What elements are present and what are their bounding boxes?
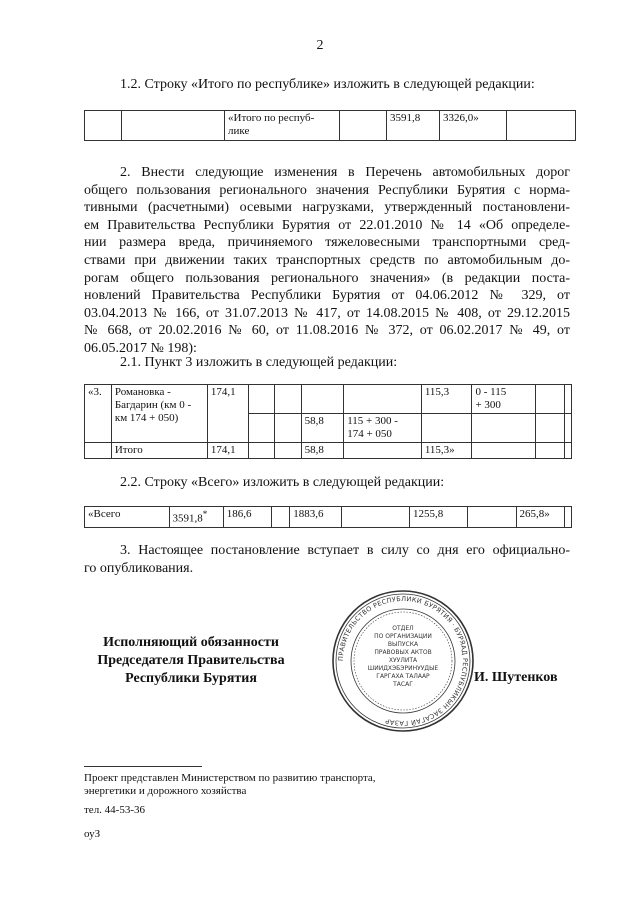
table-cell-value: 265,8»: [516, 507, 564, 528]
para2-line: ем Правительства Республики Бурятия от 22.01.2010 № 14 «Об определе-: [84, 217, 570, 233]
seal-line: ВЫПУСКА: [387, 641, 419, 648]
footer-line2: энергетики и дорожного хозяйства: [84, 785, 247, 797]
table-cell-value: 58,8: [301, 414, 344, 443]
signer-title-line3: Республики Бурятия: [125, 671, 257, 686]
table-cell-total: 58,8: [301, 443, 344, 459]
cell-label-line2: лике: [228, 125, 250, 137]
paragraph-3: [84, 542, 570, 577]
para2-line: новлений Правительства Республики Бурятия от 04.06.2012 № 329, от: [84, 288, 570, 304]
table-total-republic: [84, 110, 576, 141]
para2-line: 2. Внести следующие изменения в Перечень автомобильных дорог: [120, 165, 570, 180]
para2-line: № 668, от 20.02.2016 № 60, от 11.08.2016 № 372, от 06.02.2017 № 49, от: [84, 323, 570, 339]
table-cell: [507, 111, 576, 141]
table-cell-total: 115,3»: [421, 443, 472, 459]
seal-outer-text: ПРАВИТЕЛЬСТВО РЕСПУБЛИКИ БУРЯТИЯ · БУРЯАД РЕСПУБЛИКЫН ЗАСАГАЙ ГАЗАР: [336, 594, 470, 728]
footer-code: оуЗ: [84, 828, 101, 840]
table-cell: [301, 385, 344, 414]
road-line1: Романовка -: [114, 386, 171, 398]
road-line3: км 174 + 050): [114, 412, 179, 424]
signer-title-line2: Председателя Правительства: [97, 653, 285, 668]
official-seal: [330, 588, 476, 734]
table-cell: [122, 111, 225, 141]
table-cell: [565, 385, 572, 414]
table-cell: [248, 443, 275, 459]
footer-note: [84, 772, 484, 798]
road-line2: Багдарин (км 0 -: [114, 399, 192, 411]
table-cell: [85, 443, 112, 459]
table-cell: [421, 414, 472, 443]
footer-phone: тел. 44-53-36: [84, 804, 146, 816]
table-cell-label: «Всего: [85, 507, 170, 528]
page-number: 2: [316, 38, 324, 53]
table-cell-num: «3.: [85, 385, 112, 443]
table-cell: [275, 414, 302, 443]
table-cell-value: 3591,8: [387, 111, 440, 141]
table-cell-total: 174,1: [207, 443, 248, 459]
table-cell: [565, 443, 572, 459]
range-line1: 115 + 300 -: [347, 415, 398, 427]
range-line2: 174 + 050: [347, 428, 392, 440]
signer-title-line1: Исполняющий обязанности: [103, 635, 279, 650]
seal-line: ТАСАГ: [393, 681, 413, 688]
table-cell-road: [111, 385, 207, 443]
table-cell-length: 174,1: [207, 385, 248, 443]
table-cell-value: 3326,0»: [440, 111, 507, 141]
seal-line: ОТДЕЛ: [392, 625, 414, 632]
paragraph-2: [84, 164, 570, 358]
footer-divider: [84, 766, 202, 767]
para2-line: рогам общего пользования регионального значения» (в редакции поста-: [84, 270, 570, 286]
table-cell: [536, 414, 565, 443]
table-total-all: [84, 506, 572, 528]
seal-line: ХУУЛИТА: [388, 657, 418, 664]
range-line1: 0 - 115: [475, 386, 507, 398]
item-1-2: 1.2. Строку «Итого по республике» изложить в следующей редакции:: [120, 77, 535, 92]
table-cell: [565, 414, 572, 443]
asterisk-mark: *: [202, 509, 208, 519]
seal-line: ПО ОРГАНИЗАЦИИ: [374, 633, 432, 640]
item-2-2: 2.2. Строку «Всего» изложить в следующей редакции:: [120, 475, 445, 490]
table-cell: [275, 385, 302, 414]
table-cell-label: [225, 111, 340, 141]
table-cell-value: [169, 507, 223, 528]
table-cell: [472, 443, 536, 459]
cell-value: 3591,8: [172, 512, 203, 525]
table-cell-total-label: Итого: [111, 443, 207, 459]
seal-line: ПРАВОВЫХ АКТОВ: [374, 649, 432, 656]
table-cell: [344, 443, 422, 459]
para3-line2: го опубликования.: [84, 560, 194, 576]
para2-line: тивными (расчетными) осевыми нагрузками, утвержденный постановлени-: [84, 200, 570, 216]
table-cell: [342, 507, 410, 528]
table-cell: [536, 443, 565, 459]
para2-line: нии размера вреда, причиняемого тяжеловесными транспортными сред-: [84, 235, 570, 251]
table-cell-value: 1255,8: [410, 507, 468, 528]
table-cell: [271, 507, 289, 528]
para2-line: общего пользования регионального значения Республики Бурятия с норма-: [84, 182, 570, 198]
table-cell: [340, 111, 387, 141]
table-cell: [344, 385, 422, 414]
table-cell-value: 115,3: [421, 385, 472, 414]
table-cell-range: [472, 385, 536, 414]
table-cell: [248, 385, 275, 414]
signer-name: И. Шутенков: [474, 670, 558, 685]
seal-line: ГАРГАХА ТАЛААР: [376, 673, 430, 680]
table-cell: [565, 507, 572, 528]
seal-line: ШИИДХЭБЭРИНУУДЫЕ: [367, 665, 439, 672]
para2-line: 03.04.2013 № 166, от 31.07.2013 № 417, от 14.08.2015 № 408, от 29.12.2015: [84, 305, 570, 321]
table-cell: [536, 385, 565, 414]
signer-title: [84, 634, 298, 688]
table-cell-range: [344, 414, 422, 443]
table-cell: [275, 443, 302, 459]
para3-line1: 3. Настоящее постановление вступает в силу со дня его официально-: [120, 543, 570, 558]
para2-line: 06.05.2017 № 198):: [84, 340, 197, 356]
table-cell: [248, 414, 275, 443]
footer-line1: Проект представлен Министерством по развитию транспорта,: [84, 772, 376, 784]
item-2-1: 2.1. Пункт 3 изложить в следующей редакции:: [120, 355, 398, 370]
cell-label-line1: «Итого по респуб-: [228, 112, 315, 124]
range-line2: + 300: [475, 399, 501, 411]
table-cell: [467, 507, 516, 528]
table-cell: [85, 111, 122, 141]
table-road-3: [84, 384, 572, 459]
table-cell: [472, 414, 536, 443]
para2-line: ствами при движении таких транспортных средств по автомобильным до-: [84, 252, 570, 268]
table-cell-value: 186,6: [223, 507, 271, 528]
table-cell-value: 1883,6: [290, 507, 342, 528]
